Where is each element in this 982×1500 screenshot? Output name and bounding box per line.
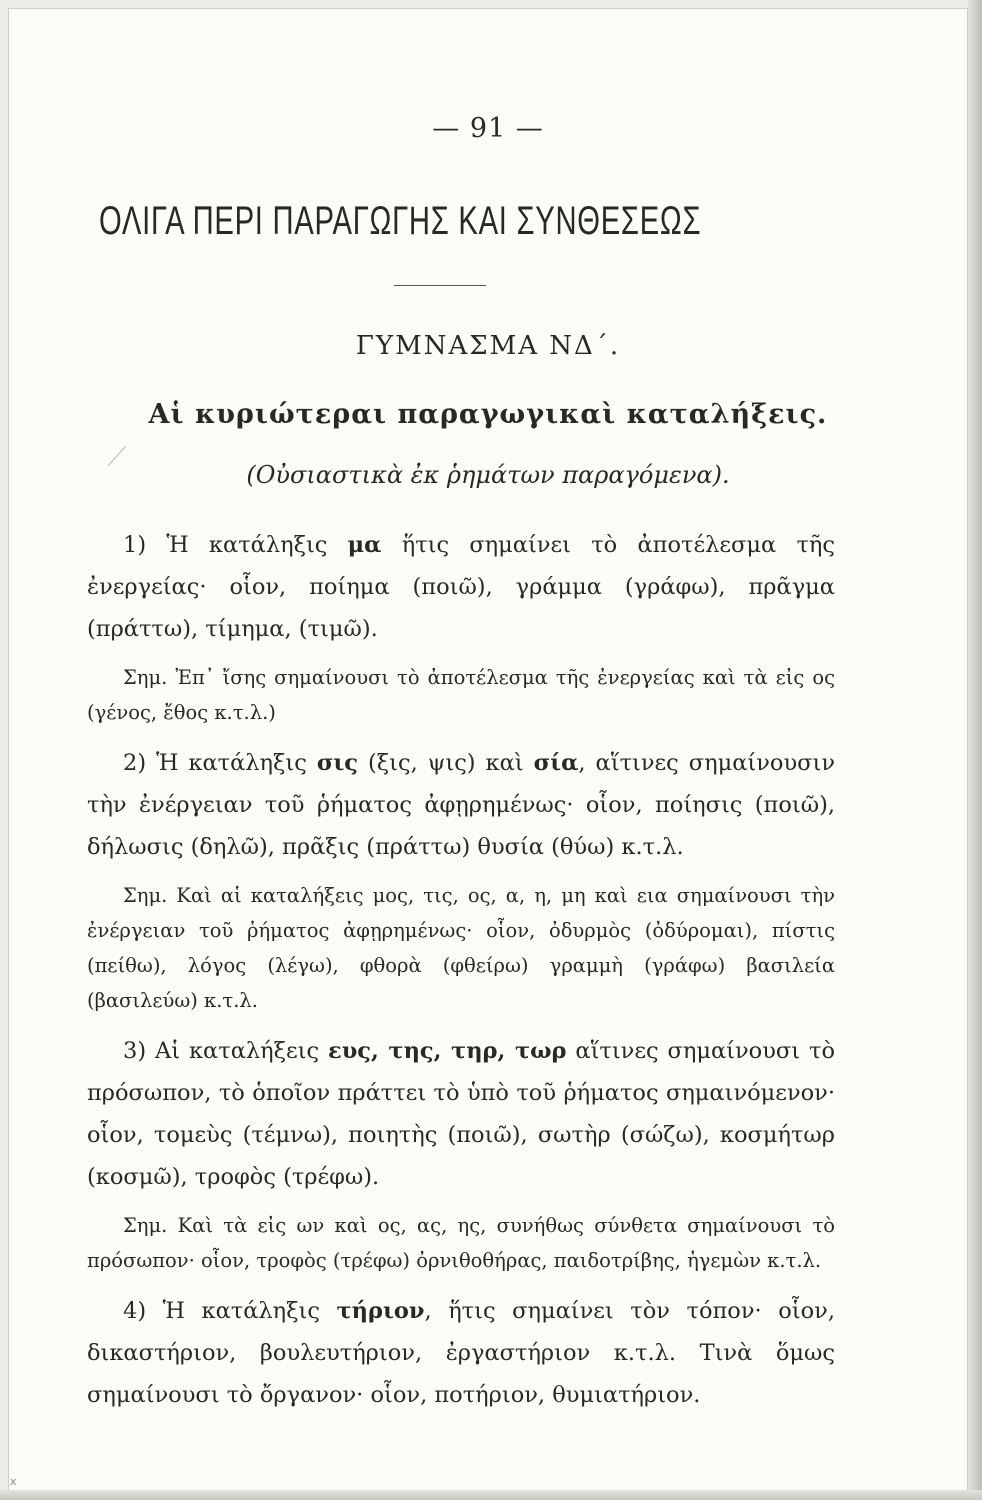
subsection-title: (Οὐσιαστικὰ ἐκ ῥημάτων παραγόμενα).: [246, 461, 730, 489]
note-1: [87, 660, 835, 730]
note-text: Σημ. Καὶ τὰ εἰς ων καὶ ος, ας, ης, συνήθως σύνθετα σημαίνουσι τὸ πρόσωπον· οἷον, τροφὸς (τρέφω) ὀρνιθοθήρας, παιδοτρίβης, ἡγεμὼν κ.τ.λ.: [87, 1214, 835, 1272]
paragraph-lead: 2) Ἡ κατάληξις: [123, 750, 317, 776]
paragraph-text: ἥτις σημαίνει τὸ ἀποτέλεσμα τῆς ἐνεργείας· οἷον, ποίημα (ποιῶ), γράμμα (γράφω), πρᾶγμα (πράττω), τίμημα, (τιμῶ).: [87, 532, 835, 642]
corner-mark: x: [10, 1475, 17, 1488]
section-title: Αἱ κυριώτεραι παραγωγικαὶ καταλήξεις.: [148, 399, 828, 430]
chapter-title: ΟΛΙΓΑ ΠΕΡΙ ΠΑΡΑΓΩΓΗΣ ΚΑΙ ΣΥΝΘΕΣΕΩΣ: [99, 199, 702, 243]
note-3: [87, 1208, 835, 1278]
paragraph-lead: 3) Αἱ καταλήξεις: [123, 1038, 329, 1064]
paragraph-text: , ἥτις σημαίνει τὸν τόπον· οἷον, δικαστήριον, βουλευτήριον, ἐργαστήριον κ.τ.λ. Τινὰ ὅμως σημαίνουσι τὸ ὄργανον· οἷον, ποτήριον, θυμιατήριον.: [87, 1298, 835, 1408]
book-page: [8, 8, 968, 1492]
body-text: [87, 524, 835, 1426]
suffix-term: τήριον: [336, 1298, 425, 1324]
suffix-term: σις: [316, 750, 359, 776]
paragraph-text: αἵτινες σημαίνουσι τὸ πρόσωπον, τὸ ὁποῖον πράττει τὸ ὑπὸ τοῦ ῥήματος σημαινόμενον· οἷον, τομεὺς (τέμνω), ποιητὴς (ποιῶ), σωτὴρ (σώζω), κοσμήτωρ (κοσμῶ), τροφὸς (τρέφω).: [87, 1038, 835, 1190]
exercise-title: ΓΥΜΝΑΣΜΑ ΝΔ΄.: [355, 331, 621, 361]
scan-edge-bottom: [0, 1490, 982, 1500]
paragraph-lead: 1) Ἡ κατάληξις: [123, 532, 348, 558]
note-text: Σημ. Ἐπ᾽ ἴσης σημαίνουσι τὸ ἀποτέλεσμα τῆς ἐνεργείας καὶ τὰ εἰς ος (γένος, ἔθος κ.τ.λ.): [87, 666, 835, 724]
page-number: — 91 —: [432, 113, 544, 144]
scan-edge-right: [968, 0, 982, 1500]
paragraph-4: [87, 1290, 835, 1416]
suffix-term: σία: [533, 750, 579, 776]
paragraph-text: , αἵτινες σημαίνουσιν τὴν ἐνέργειαν τοῦ ῥήματος ἀφῃρημένως· οἷον, ποίησις (ποιῶ), δήλωσις (δηλῶ), πρᾶξις (πράττω) θυσία (θύω) κ.τ.λ.: [87, 750, 835, 860]
paragraph-3: [87, 1030, 835, 1198]
paragraph-1: [87, 524, 835, 650]
paragraph-lead: 4) Ἡ κατάληξις: [123, 1298, 337, 1324]
paragraph-2: [87, 742, 835, 868]
suffix-term: μα: [347, 532, 382, 558]
title-rule: [394, 285, 486, 286]
suffix-term: ευς, της, τηρ, τωρ: [328, 1038, 567, 1064]
paragraph-text: (ξις, ψις) καὶ: [358, 750, 534, 776]
note-text: Σημ. Καὶ αἱ καταλήξεις μος, τις, ος, α, η, μη καὶ εια σημαίνουσι τὴν ἐνέργειαν τοῦ ῥήματος ἀφῃρημένως· οἷον, ὀδυρμὸς (ὀδύρομαι), πίστις (πείθω), λόγος (λέγω), φθορὰ (φθείρω) γραμμὴ (γράφω) βασιλεία (βασιλεύω) κ.τ.λ.: [87, 884, 835, 1012]
note-2: [87, 878, 835, 1018]
